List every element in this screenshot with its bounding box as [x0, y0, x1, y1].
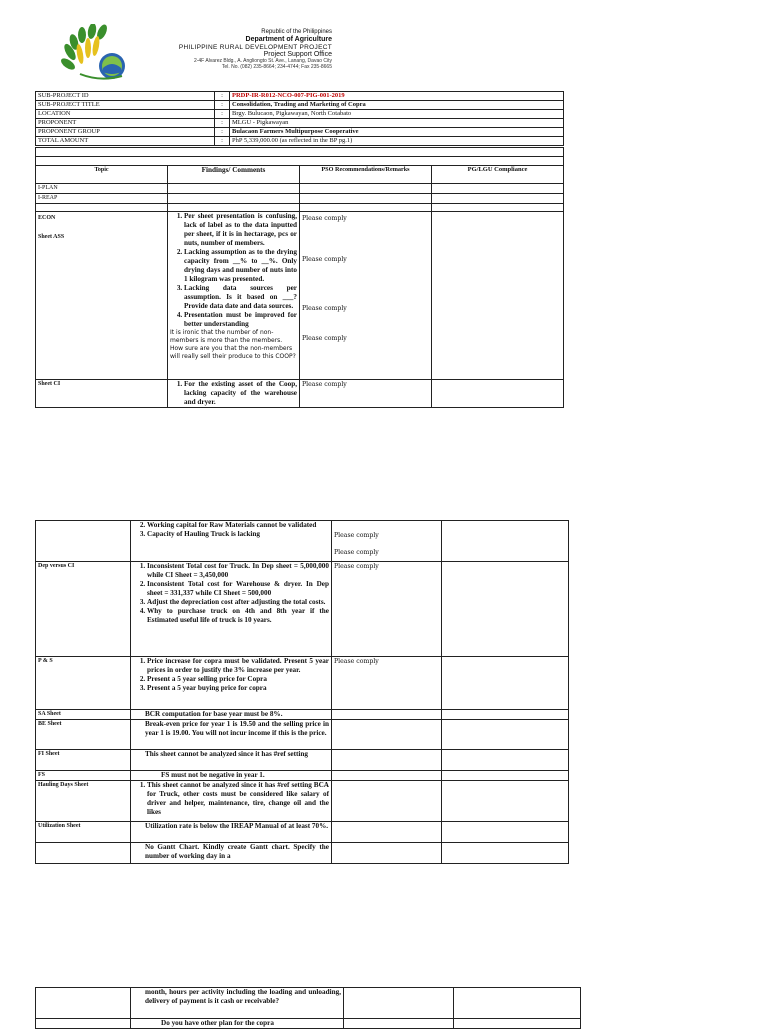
info-label: SUB-PROJECT TITLE — [36, 101, 215, 110]
info-value-proponent: MLGU - Pigkawayan — [230, 119, 564, 128]
info-value-subproject-id: PRDP-IR-R012-NCO-007-PIG-001-2019 — [230, 92, 564, 101]
topic-hauling-days: Hauling Days Sheet — [36, 781, 131, 822]
remark-text: Please comply — [302, 335, 347, 342]
topic-fi-sheet: FI Sheet — [36, 750, 131, 771]
util-findings: Utilization rate is below the IREAP Manual of at least 70%. — [131, 822, 332, 843]
info-label: SUB-PROJECT ID — [36, 92, 215, 101]
remark-text: Please comply — [334, 549, 379, 556]
remark-text: Please comply — [302, 256, 347, 263]
info-colon: : — [215, 101, 230, 110]
list-item: 3. Lacking data sources per assumption. Is it based on ___? Provide data date and data sources. — [184, 284, 297, 311]
table-row — [36, 128, 564, 137]
letterhead-contact: Tel. No. (082) 235-8664; 234-4744; Fax 235-8665 — [221, 64, 332, 71]
list-item: 4. Why to purchase truck on 4th and 8th year if the Estimated useful life of truck is 10 years. — [147, 607, 329, 625]
remark-text: Please comply — [334, 532, 379, 539]
econ-findings — [168, 212, 300, 380]
letterhead-office: Project Support Office — [263, 51, 332, 59]
remark-text: Please comply — [302, 215, 347, 222]
list-item: 1. Inconsistent Total cost for Truck. In Dep sheet = 5,000,000 while CI Sheet = 3,450,000 — [147, 562, 329, 580]
info-label: PROPONENT — [36, 119, 215, 128]
ps-remarks: Please comply — [332, 657, 442, 710]
info-value-group: Bulacaon Farmers Multipurpose Cooperative — [230, 128, 564, 137]
econ-findings-list — [170, 212, 297, 329]
sa-findings: BCR computation for base year must be 8%. — [131, 710, 332, 720]
be-findings: Break-even price for year 1 is 19.50 and the selling price in year 1 is 19.00. You will not incur income if this is the price. — [131, 720, 332, 750]
list-item: 3. Adjust the depreciation cost after adjusting the total costs. — [147, 598, 329, 607]
table-row — [36, 720, 569, 750]
hauling-findings — [131, 781, 332, 822]
table-row — [36, 521, 569, 562]
header-topic: Topic — [36, 166, 168, 184]
table-row — [36, 380, 564, 408]
info-label: PROPONENT GROUP — [36, 128, 215, 137]
review-table-part-3 — [35, 987, 581, 1029]
table-row — [36, 562, 569, 657]
list-item: 3. Capacity of Hauling Truck is lacking — [147, 530, 329, 539]
list-item: 2. Inconsistent Total cost for Warehouse & dryer. In Dep sheet = 331,337 while CI Sheet = 500,000 — [147, 580, 329, 598]
table-row — [36, 781, 569, 822]
list-item: 2. Working capital for Raw Materials cannot be validated — [147, 521, 329, 530]
table-row — [36, 184, 564, 194]
econ-remarks — [300, 212, 432, 380]
info-colon: : — [215, 119, 230, 128]
table-header-row — [36, 166, 564, 184]
table-row — [36, 92, 564, 101]
letterhead-department: Department of Agriculture — [245, 35, 332, 43]
subproject-info-table — [35, 91, 564, 146]
list-item: 1. Price increase for copra must be validated. Present 5 year prices in order to justify the 3% increase per year. — [147, 657, 329, 675]
list-item: 3. Present a 5 year buying price for copra — [147, 684, 329, 693]
review-table-part-1 — [35, 147, 564, 408]
table-row — [36, 101, 564, 110]
info-value-location: Brgy. Bulucaon, Pigkawayan, North Cotabato — [230, 110, 564, 119]
table-row — [36, 657, 569, 710]
info-colon: : — [215, 92, 230, 101]
other-plan-findings: Do you have other plan for the copra — [131, 1019, 344, 1029]
list-item: 2. Lacking assumption as to the drying capacity from __% to __%. Only drying days and number of nuts into 1 kilogram was presented. — [184, 248, 297, 284]
list-item: 2. Present a 5 year selling price for Copra — [147, 675, 329, 684]
table-row — [36, 148, 564, 157]
fi-findings: This sheet cannot be analyzed since it has #ref setting — [131, 750, 332, 771]
list-item: 4. Presentation must be improved for better understanding — [184, 311, 297, 329]
econ-note: It is ironic that the number of non-members is more than the members. How sure are you that the non-members will really sell their produce to this COOP? — [170, 329, 296, 360]
info-label: TOTAL AMOUNT — [36, 137, 215, 146]
topic-iplan: I-PLAN — [36, 184, 168, 194]
header-pg-compliance: PG/LGU Compliance — [432, 166, 564, 184]
topic-econ — [36, 212, 168, 380]
table-row — [36, 710, 569, 720]
table-row — [36, 843, 569, 864]
table-row — [36, 137, 564, 146]
review-table-part-2 — [35, 520, 569, 864]
list-item: 1. Per sheet presentation is confusing, lack of label as to the data inputted per sheet, if it is in hectarage, pcs or nuts, number of members. — [184, 212, 297, 248]
info-value-title: Consolidation, Trading and Marketing of Copra — [230, 101, 564, 110]
table-row — [36, 750, 569, 771]
table-row — [36, 157, 564, 166]
letterhead-republic: Republic of the Philippines — [261, 29, 332, 35]
letterhead-address: 2-4F Alvarez Bldg., A. Angliongto St. Ave., Lanang, Davao City — [193, 58, 332, 65]
gantt-findings-continued: month, hours per activity including the loading and unloading, delivery of payment is it cash or receivable? — [131, 988, 344, 1019]
ci-findings — [168, 380, 300, 408]
info-colon: : — [215, 128, 230, 137]
info-colon: : — [215, 110, 230, 119]
table-row — [36, 822, 569, 843]
topic-sheet-ass-label: Sheet ASS — [38, 234, 65, 240]
header-findings: Findings/ Comments — [168, 166, 300, 184]
dep-remarks: Please comply — [332, 562, 442, 657]
fs-findings: FS must not be negative in year 1. — [131, 771, 332, 781]
info-label: LOCATION — [36, 110, 215, 119]
gantt-findings: No Gantt Chart. Kindly create Gantt chart. Specify the number of working day in a — [131, 843, 332, 864]
list-item: 1. This sheet cannot be analyzed since it has #ref setting BCA for Truck, other costs must be considered like salary of driver and helper, maintenance, tire, change oil and the likes — [147, 781, 329, 817]
table-row — [36, 194, 564, 204]
table-row — [36, 988, 581, 1019]
remark-text: Please comply — [302, 305, 347, 312]
working-capital-findings — [131, 521, 332, 562]
topic-ps: P & S — [36, 657, 131, 710]
info-value-amount: PhP 5,339,000.00 (as reflected in the BP pg.1) — [230, 137, 564, 146]
dep-findings — [131, 562, 332, 657]
topic-ireap: I-REAP — [36, 194, 168, 204]
ps-findings — [131, 657, 332, 710]
topic-fs: FS — [36, 771, 131, 781]
letterhead — [150, 29, 332, 71]
topic-sheet-ci: Sheet CI — [36, 380, 168, 408]
department-of-agriculture-seal-icon — [60, 24, 130, 82]
table-row — [36, 204, 564, 212]
table-row — [36, 771, 569, 781]
topic-sa-sheet: SA Sheet — [36, 710, 131, 720]
table-row — [36, 212, 564, 380]
list-item: 1. For the existing asset of the Coop, lacking capacity of the warehouse and dryer. — [184, 380, 297, 407]
topic-econ-label: ECON — [38, 215, 56, 221]
ci-remarks: Please comply — [300, 380, 432, 408]
letterhead-project: PHILIPPINE RURAL DEVELOPMENT PROJECT — [178, 43, 332, 51]
topic-be-sheet: BE Sheet — [36, 720, 131, 750]
working-capital-remarks — [332, 521, 442, 562]
info-colon: : — [215, 137, 230, 146]
topic-utilization: Utilization Sheet — [36, 822, 131, 843]
table-row — [36, 119, 564, 128]
table-row — [36, 110, 564, 119]
topic-dep-ci: Dep versus CI — [36, 562, 131, 657]
header-pso: PSO Recommendations/Remarks — [300, 166, 432, 184]
